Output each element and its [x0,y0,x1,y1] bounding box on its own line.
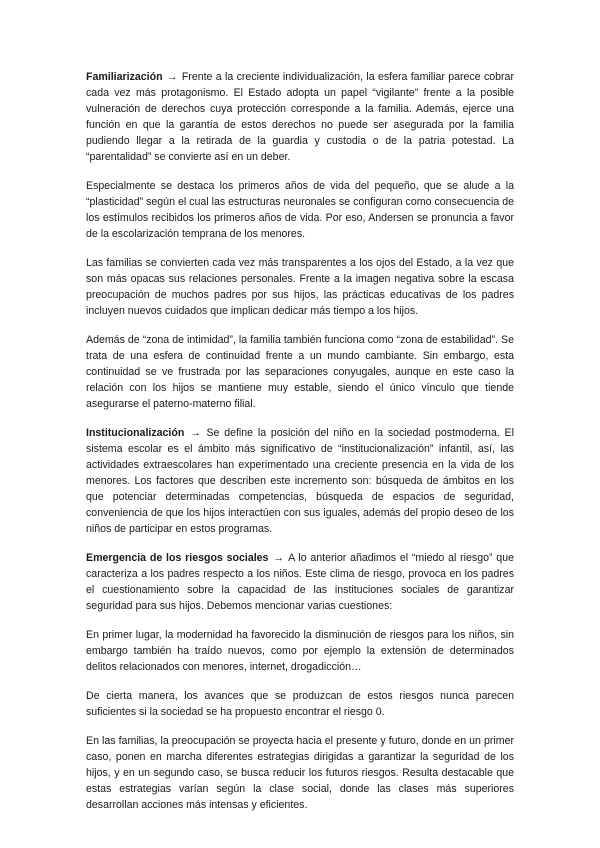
paragraph-familiarizacion [86,69,514,165]
paragraph [86,733,514,813]
section-term: Institucionalización [86,427,185,439]
paragraph-text: Se define la posición del niño en la sociedad postmoderna. El sistema escolar es el ámbito más significativo de “institucionalización” infantil, así, las actividades extraescolares han experimentado una creciente presencia en la vida de los menores. Los factores que describen este incremento son: búsqueda de ámbitos en los que potenciar determinadas competencias, búsqueda de espacios de seguridad, conveniencia de que los hijos interactúen con sus iguales, además del propio deseo de los niños de participar en estos programas. [86,427,514,535]
paragraph-text: En las familias, la preocupación se proyecta hacia el presente y futuro, donde en un primer caso, ponen en marcha diferentes estrategias dirigidas a garantizar la seguridad de los hijos, y en un segundo caso, se busca reducir los futuros riesgos. Resulta destacable que estas estrategias varían según la clase social, donde las clases más superiores desarrollan acciones más intensas y eficientes. [86,735,514,811]
paragraph-text: Especialmente se destaca los primeros años de vida del pequeño, que se alude a la “plasticidad” según el cual las estructuras neuronales se configuran como consecuencia de los estímulos recibidos los primeros años de vida. Por eso, Andersen se pronuncia a favor de la escolarización temprana de los menores. [86,180,514,240]
paragraph-institucionalizacion [86,425,514,537]
paragraph-text: De cierta manera, los avances que se produzcan de estos riesgos nunca parecen suficientes si la sociedad se ha propuesto encontrar el riesgo 0. [86,690,514,718]
arrow-icon: → [273,552,284,564]
section-term: Familiarización [86,71,163,83]
paragraph-emergencia-riesgos [86,550,514,614]
arrow-icon: → [190,427,201,439]
paragraph [86,332,514,412]
paragraph-text: A lo anterior añadimos el “miedo al riesgo” que caracteriza a los padres respecto a los niños. Este clima de riesgo, provoca en los padres el cuestionamiento sobre la capacidad de las instituciones sociales de garantizar seguridad para sus hijos. Debemos mencionar varias cuestiones: [86,552,514,612]
paragraph [86,627,514,675]
arrow-icon: → [166,71,178,83]
paragraph [86,688,514,720]
section-term: Emergencia de los riesgos sociales [86,552,269,564]
paragraph-text: En primer lugar, la modernidad ha favorecido la disminución de riesgos para los niños, sin embargo también ha traído nuevos, como por ejemplo la extensión de determinados delitos relacionados con menores, internet, drogadicción… [86,629,514,673]
paragraph-text: Además de “zona de intimidad”, la familia también funciona como “zona de estabilidad”. Se trata de una esfera de continuidad frente a un mundo cambiante. Sin embargo, esta continuidad se ve frustrada por las separaciones conyugales, aunque en este caso la relación con los hijos se mantiene muy estable, siendo el único vínculo que tiende asegurarse el paterno-materno filial. [86,334,514,410]
paragraph-text: Frente a la creciente individualización, la esfera familiar parece cobrar cada vez más protagonismo. El Estado adopta un papel “vigilante” frente a la posible vulneración de derechos cuya protección corresponde a la familia. Además, ejerce una función en que la garantía de estos derechos no puede ser asegurada por la familia pudiendo llegar a la retirada de la guardia y custodia o de la patria potestad. La “parentalidad” se convierte así en un deber. [86,71,514,163]
paragraph [86,255,514,319]
document-page [86,69,514,826]
paragraph-text: Las familias se convierten cada vez más transparentes a los ojos del Estado, a la vez que son más opacas sus relaciones personales. Frente a la imagen negativa sobre la escasa preocupación de muchos padres por sus hijos, las prácticas educativas de los padres incluyen nuevos cuidados que implican dedicar más tiempo a los hijos. [86,257,514,317]
paragraph [86,178,514,242]
